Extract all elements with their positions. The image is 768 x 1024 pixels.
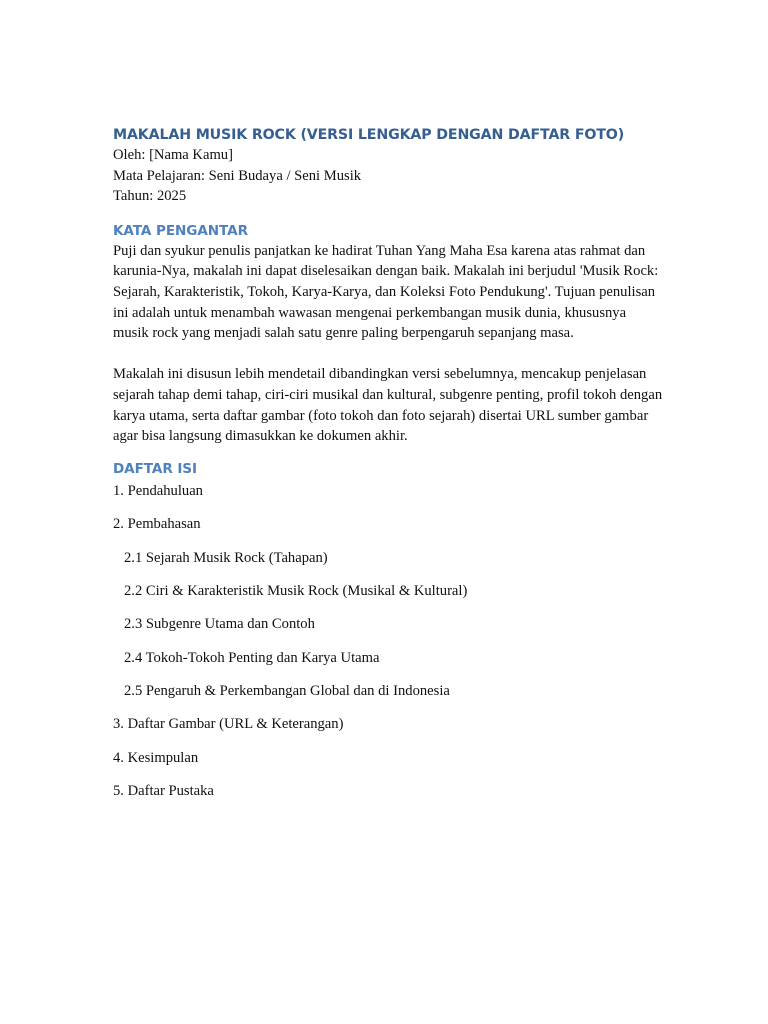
toc-item: 2. Pembahasan (113, 516, 201, 533)
document-title: MAKALAH MUSIK ROCK (VERSI LENGKAP DENGAN DAFTAR FOTO) (113, 127, 625, 143)
toc-subitem: 2.1 Sejarah Musik Rock (Tahapan) (124, 549, 328, 566)
subject-line: Mata Pelajaran: Seni Budaya / Seni Musik (113, 167, 362, 184)
toc-subitem: 2.4 Tokoh-Tokoh Penting dan Karya Utama (124, 649, 380, 666)
kata-pengantar-paragraph: Puji dan syukur penulis panjatkan ke hadirat Tuhan Yang Maha Esa karena atas rahmat dan karunia-Nya, makalah ini dapat diselesaikan dengan baik. Makalah ini berjudul 'Musik Rock: Sejarah, Karakteristik, Tokoh, Karya-Karya, dan Koleksi Foto Pendukung'. Tujuan penulisan ini adalah untuk menambah wawasan mengenai perkembangan musik dunia, khususnya musik rock yang menjadi salah satu genre paling berpengaruh sepanjang masa. (113, 242, 659, 342)
toc-subitem: 2.3 Subgenre Utama dan Contoh (124, 616, 315, 633)
toc-item: 3. Daftar Gambar (URL & Keterangan) (113, 716, 344, 733)
toc-item: 5. Daftar Pustaka (113, 783, 214, 800)
kata-pengantar-paragraph: Makalah ini disusun lebih mendetail dibandingkan versi sebelumnya, mencakup penjelasan sejarah tahap demi tahap, ciri-ciri musikal dan kultural, subgenre penting, profil tokoh dengan karya utama, serta daftar gambar (foto tokoh dan foto sejarah) disertai URL sumber gambar agar bisa langsung dimasukkan ke dokumen akhir. (113, 366, 663, 445)
toc-item: 4. Kesimpulan (113, 749, 199, 766)
document-body (113, 124, 663, 802)
year-line: Tahun: 2025 (113, 188, 187, 205)
kata-pengantar-section (113, 221, 663, 447)
daftar-isi-section (113, 459, 663, 802)
toc-subitem: 2.5 Pengaruh & Perkembangan Global dan di Indonesia (124, 683, 450, 700)
daftar-isi-heading: DAFTAR ISI (113, 460, 197, 477)
toc-subitem: 2.2 Ciri & Karakteristik Musik Rock (Musikal & Kultural) (124, 582, 468, 599)
toc-item: 1. Pendahuluan (113, 482, 203, 499)
author-line: Oleh: [Nama Kamu] (113, 147, 233, 163)
kata-pengantar-heading: KATA PENGANTAR (113, 222, 248, 239)
